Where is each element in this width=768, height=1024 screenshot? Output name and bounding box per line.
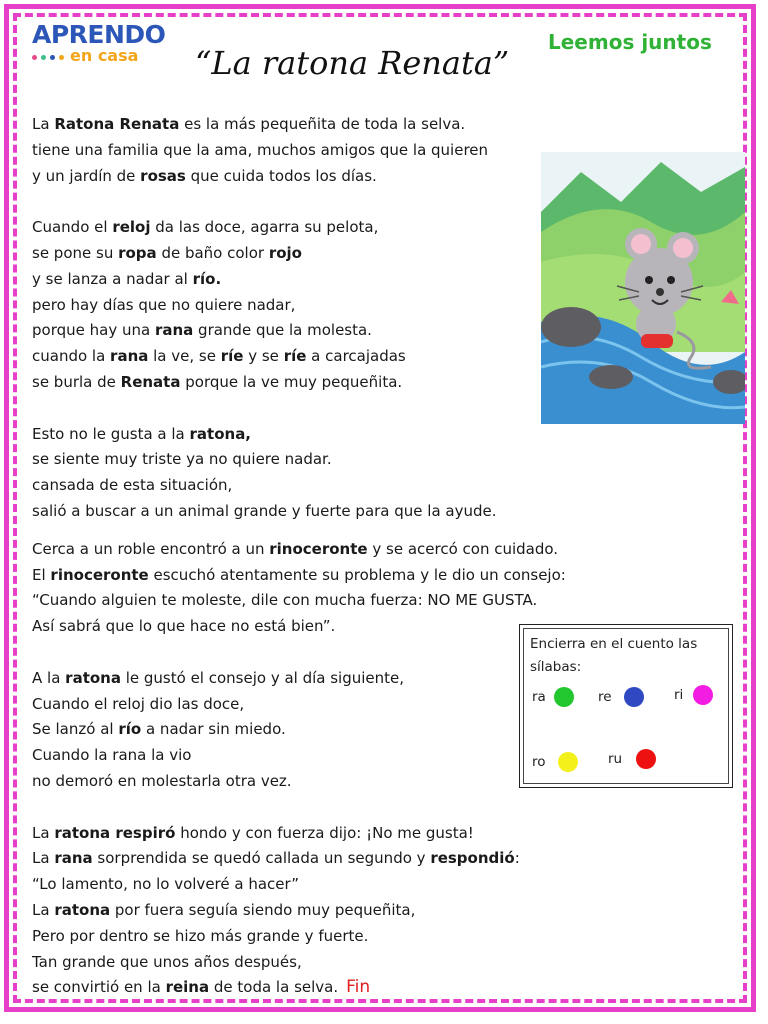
story-keyword: reina bbox=[165, 978, 210, 997]
story-keyword: ratona, bbox=[189, 424, 252, 443]
story-text-segment: se pone su bbox=[32, 243, 119, 262]
syllable-label: ra bbox=[532, 689, 546, 705]
story-line bbox=[32, 293, 552, 319]
story-line bbox=[32, 344, 552, 370]
story-text-segment: a carcajadas bbox=[306, 347, 406, 366]
story-text-segment: da las doce, agarra su pelota, bbox=[150, 218, 379, 237]
story-paragraph bbox=[32, 112, 552, 189]
story-text-segment: se burla de bbox=[32, 372, 121, 391]
logo-dots bbox=[32, 55, 64, 60]
story-text-segment: Así sabrá que lo que hace no está bien”. bbox=[32, 617, 336, 636]
story-keyword: ríe bbox=[220, 347, 244, 366]
story-text-segment: La bbox=[32, 115, 55, 133]
logo-dot bbox=[59, 55, 64, 60]
aprendo-en-casa-logo bbox=[32, 22, 165, 64]
story-keyword: rosas bbox=[140, 166, 186, 185]
activity-instruction: Encierra en el cuento las sílabas: bbox=[530, 636, 698, 675]
logo-dot bbox=[50, 55, 55, 60]
story-text-segment: La bbox=[32, 823, 55, 842]
story-keyword: rinoceronte bbox=[50, 565, 149, 584]
story-line bbox=[32, 666, 552, 692]
story-keyword: río bbox=[118, 720, 142, 739]
story-line bbox=[32, 614, 552, 640]
story-keyword: Renata bbox=[120, 372, 181, 391]
pink-circle-icon bbox=[693, 685, 713, 705]
story-text-segment: y se lanza a nadar al bbox=[32, 269, 193, 288]
story-text-segment: y se acercó con cuidado. bbox=[367, 539, 559, 558]
story-line bbox=[32, 924, 552, 950]
syllable-ru bbox=[608, 749, 656, 769]
story-text-segment: y un jardín de bbox=[32, 166, 141, 185]
story-line bbox=[32, 975, 552, 1001]
syllable-label: ru bbox=[608, 751, 623, 767]
story-title: “La ratona Renata” bbox=[195, 44, 510, 82]
story-keyword: ríe bbox=[283, 347, 307, 366]
story-text-segment: escuchó atentamente su problema y le dio un consejo: bbox=[148, 565, 566, 584]
story-keyword: rana bbox=[54, 849, 93, 868]
story-text-segment: salió a buscar a un animal grande y fuerte para que la ayude. bbox=[32, 501, 497, 520]
story-paragraph bbox=[32, 537, 566, 640]
story-line bbox=[32, 138, 552, 164]
story-text-segment: La bbox=[32, 900, 55, 919]
syllable-activity-box bbox=[519, 624, 733, 788]
story-line bbox=[32, 267, 552, 293]
story-keyword: rojo bbox=[268, 243, 302, 262]
syllable-label: re bbox=[598, 689, 612, 705]
syllable-ra bbox=[532, 687, 574, 707]
story-text-segment: Se lanzó al bbox=[32, 720, 119, 739]
story-text-segment: y se bbox=[243, 347, 284, 366]
story-text-segment: La bbox=[32, 849, 55, 868]
story-line bbox=[32, 692, 552, 718]
logo-sub-text: en casa bbox=[70, 46, 139, 65]
story-text-segment: “Lo lamento, no lo volveré a hacer” bbox=[32, 875, 300, 894]
story-text-segment: se siente muy triste ya no quiere nadar. bbox=[32, 450, 332, 469]
story-line bbox=[32, 241, 552, 267]
story-keyword: ratona bbox=[54, 900, 111, 919]
story-line bbox=[32, 318, 552, 344]
story-line bbox=[32, 164, 552, 190]
story-text-segment: hondo y con fuerza dijo: ¡No me gusta! bbox=[175, 823, 474, 842]
syllable-label: ri bbox=[674, 687, 684, 703]
story-line bbox=[32, 717, 552, 743]
leemos-juntos-label: Leemos juntos bbox=[548, 30, 712, 54]
mouse-river-illustration bbox=[541, 152, 745, 424]
syllable-label: ro bbox=[532, 754, 546, 770]
story-text-segment: de toda la selva. bbox=[209, 978, 339, 997]
story-line bbox=[32, 821, 552, 847]
story-keyword: rana bbox=[110, 347, 149, 366]
story-text-segment: A la bbox=[32, 668, 66, 687]
story-keyword: Ratona Renata bbox=[54, 115, 180, 133]
story-text-segment: cansada de esta situación, bbox=[32, 476, 233, 495]
story-line bbox=[32, 215, 552, 241]
story-line bbox=[32, 422, 552, 448]
red-circle-icon bbox=[636, 749, 656, 769]
story-text-segment: pero hay días que no quiere nadar, bbox=[32, 295, 296, 314]
story-paragraph bbox=[32, 422, 552, 525]
story-paragraph bbox=[32, 821, 552, 1002]
story-line bbox=[32, 898, 552, 924]
story-keyword: ropa bbox=[118, 243, 157, 262]
blue-circle-icon bbox=[624, 687, 644, 707]
story-line bbox=[32, 950, 552, 976]
story-line bbox=[32, 499, 552, 525]
story-text-segment: El bbox=[32, 565, 51, 584]
story-keyword: rana bbox=[154, 321, 194, 340]
story-text-segment: porque hay una bbox=[32, 321, 155, 340]
story-paragraph bbox=[32, 215, 552, 396]
story-text-segment: Cerca a un roble encontró a un bbox=[32, 539, 270, 558]
story-line bbox=[32, 563, 566, 589]
story-text-segment: tiene una familia que la ama, muchos amigos que la quieren bbox=[32, 140, 489, 159]
story-keyword: ratona respiró bbox=[54, 823, 176, 842]
story-text-segment: grande que la molesta. bbox=[193, 321, 372, 340]
story-line bbox=[32, 370, 552, 396]
story-line bbox=[32, 872, 552, 898]
story-text-segment: por fuera seguía siendo muy pequeñita, bbox=[110, 900, 416, 919]
story-line bbox=[32, 473, 552, 499]
story-keyword: respondió bbox=[430, 849, 515, 868]
story-keyword: ratona bbox=[65, 668, 121, 687]
logo-main-text: APRENDO bbox=[32, 20, 166, 49]
story-text-segment: Cuando el bbox=[32, 218, 113, 237]
story-text-segment: cuando la bbox=[32, 347, 111, 366]
story-line bbox=[32, 769, 552, 795]
green-circle-icon bbox=[554, 687, 574, 707]
story-text-segment: Tan grande que unos años después, bbox=[32, 952, 302, 971]
story-line bbox=[32, 447, 552, 473]
story-line bbox=[32, 537, 559, 563]
story-keyword: reloj bbox=[112, 218, 151, 237]
yellow-circle-icon bbox=[558, 752, 578, 772]
story-text-segment: a nadar sin miedo. bbox=[141, 720, 286, 739]
story-text-segment: le gustó el consejo y al día siguiente, bbox=[120, 668, 405, 687]
story-text-segment: “Cuando alguien te moleste, dile con mucha fuerza: NO ME GUSTA. bbox=[32, 591, 538, 610]
story-text-segment: sorprendida se quedó callada un segundo y bbox=[92, 849, 431, 868]
syllable-ri bbox=[674, 685, 713, 705]
story-text-segment: de baño color bbox=[156, 243, 269, 262]
story-paragraph bbox=[32, 666, 552, 795]
story-text-segment: la ve, se bbox=[148, 347, 221, 366]
story-text-segment: Cuando la rana la vio bbox=[32, 746, 192, 765]
syllable-re bbox=[598, 687, 644, 707]
story-text-segment: Pero por dentro se hizo más grande y fuerte. bbox=[32, 926, 369, 945]
story-text-segment: Esto no le gusta a la bbox=[32, 424, 190, 443]
story-line bbox=[32, 743, 552, 769]
story-keyword: rinoceronte bbox=[269, 539, 368, 558]
logo-dot bbox=[32, 55, 37, 60]
story-text-segment: es la más pequeñita de toda la selva. bbox=[179, 115, 466, 133]
story-text bbox=[32, 112, 566, 1001]
story-text-segment: no demoró en molestarla otra vez. bbox=[32, 771, 292, 790]
syllable-ro bbox=[532, 752, 578, 772]
story-keyword: río. bbox=[192, 269, 222, 288]
story-text-segment: Cuando el reloj dio las doce, bbox=[32, 694, 245, 713]
story-line bbox=[32, 846, 552, 872]
story-text-segment: se convirtió en la bbox=[32, 978, 166, 997]
story-text-segment: que cuida todos los días. bbox=[185, 166, 377, 185]
story-line bbox=[32, 588, 552, 614]
logo-dot bbox=[41, 55, 46, 60]
story-text-segment: porque la ve muy pequeñita. bbox=[180, 372, 403, 391]
story-line bbox=[32, 112, 552, 138]
story-text-segment: : bbox=[514, 849, 520, 868]
fin-label: Fin bbox=[346, 977, 371, 998]
